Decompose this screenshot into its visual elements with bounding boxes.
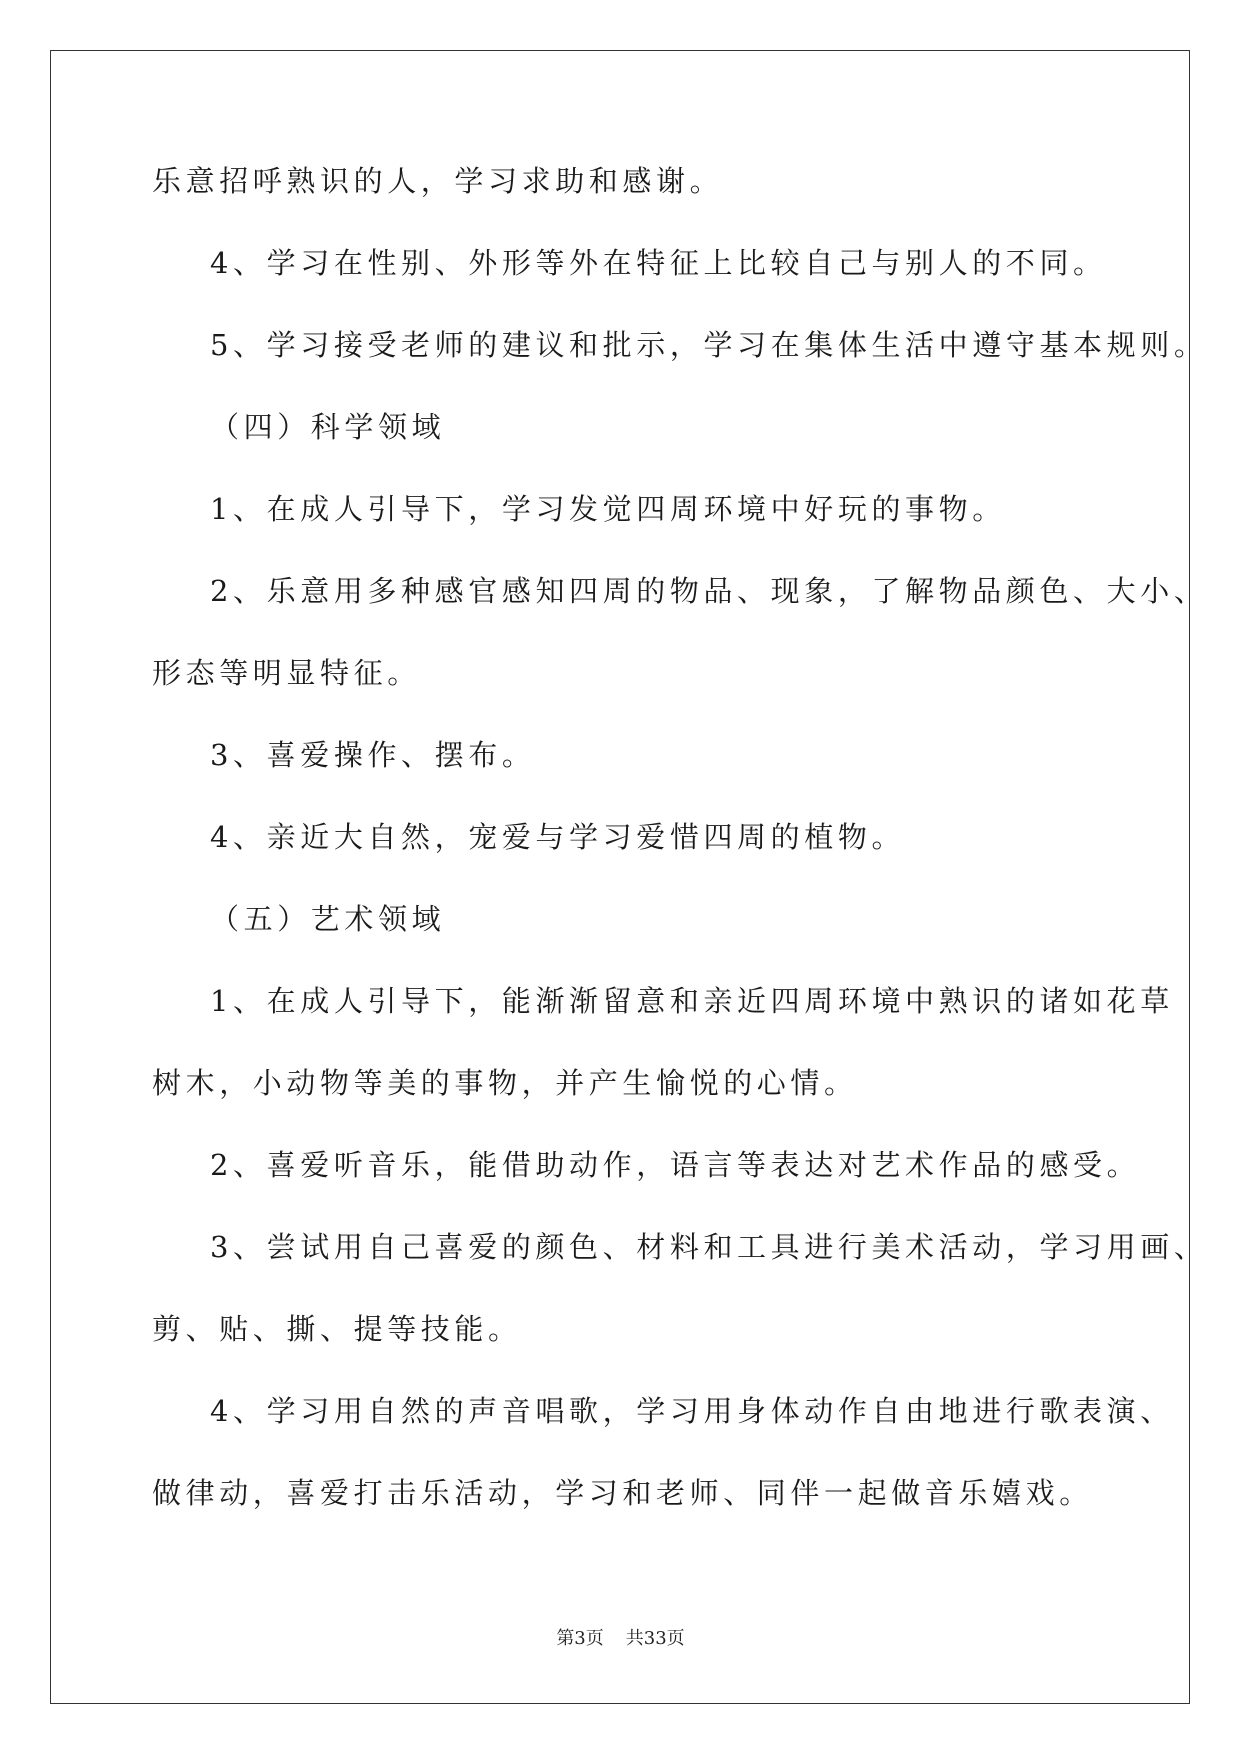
paragraph-line: 3、喜爱操作、摆布。: [210, 738, 536, 772]
paragraph-line: 1、在成人引导下，能渐渐留意和亲近四周环境中熟识的诸如花草: [210, 984, 1174, 1018]
paragraph-line: 4、学习在性别、外形等外在特征上比较自己与别人的不同。: [210, 246, 1107, 280]
paragraph-line: 剪、贴、撕、提等技能。: [152, 1312, 522, 1346]
paragraph-line: 4、学习用自然的声音唱歌，学习用身体动作自由地进行歌表演、: [210, 1394, 1174, 1428]
paragraph-line: 树木，小动物等美的事物，并产生愉悦的心情。: [152, 1066, 858, 1100]
paragraph-line: 形态等明显特征。: [152, 656, 421, 690]
paragraph-line: 2、乐意用多种感官感知四周的物品、现象，了解物品颜色、大小、: [210, 574, 1208, 608]
section-heading: （四）科学领域: [210, 410, 446, 444]
page-footer: [0, 1628, 1241, 1650]
paragraph-line: 5、学习接受老师的建议和批示，学习在集体生活中遵守基本规则。: [210, 328, 1208, 362]
paragraph-line: 3、尝试用自己喜爱的颜色、材料和工具进行美术活动，学习用画、: [210, 1230, 1208, 1264]
paragraph-line: 2、喜爱听音乐，能借助动作，语言等表达对艺术作品的感受。: [210, 1148, 1141, 1182]
paragraph-line: 1、在成人引导下，学习发觉四周环境中好玩的事物。: [210, 492, 1006, 526]
page-number: 第3页: [556, 1628, 604, 1649]
paragraph-line: 做律动，喜爱打击乐活动，学习和老师、同伴一起做音乐嬉戏。: [152, 1476, 1093, 1510]
document-body: [152, 164, 1208, 1560]
paragraph-line: 4、亲近大自然，宠爱与学习爱惜四周的植物。: [210, 820, 906, 854]
paragraph-line: 乐意招呼熟识的人，学习求助和感谢。: [152, 164, 724, 198]
page-total: 共33页: [625, 1628, 685, 1649]
section-heading: （五）艺术领域: [210, 902, 446, 936]
